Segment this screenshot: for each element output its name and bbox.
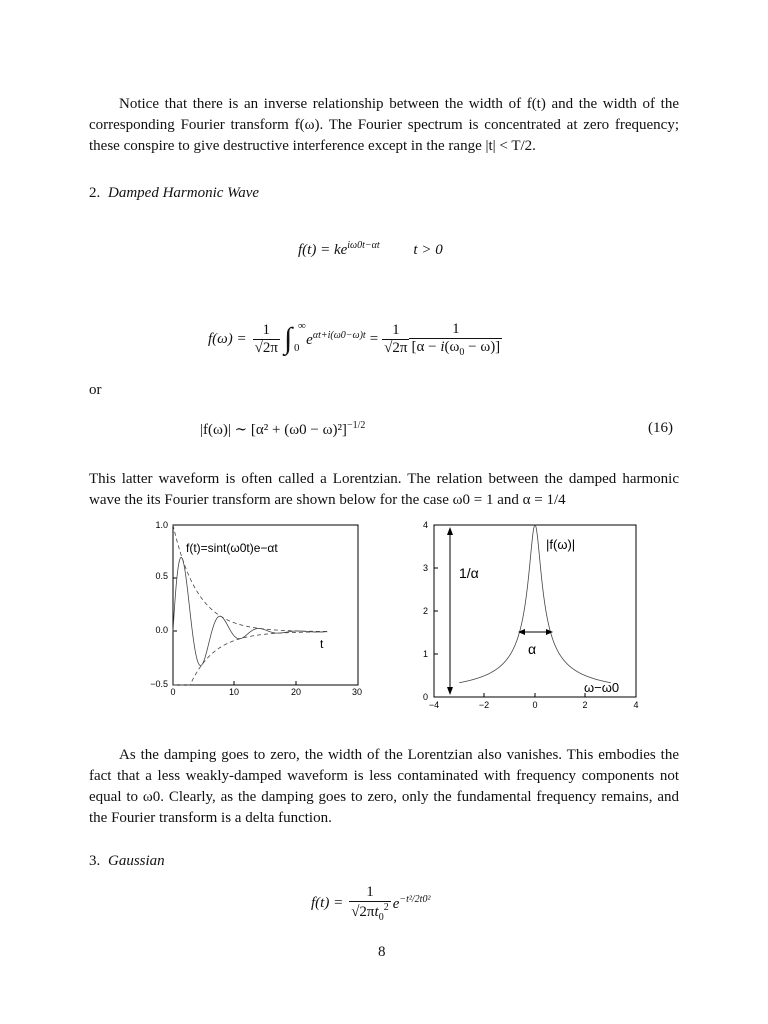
fraction-lorentzian: $\frac{1}{[\alpha - i(\omega_0 - \omega)]}$: [411, 320, 501, 358]
ytick-label: 1: [422, 649, 428, 659]
chart-annotation-magnitude: |f(ω)|: [546, 537, 576, 552]
xtick-label: −4: [428, 700, 440, 710]
xtick-label: 4: [633, 700, 639, 710]
xtick-label: −2: [478, 700, 490, 710]
integrand: e: [306, 331, 313, 348]
section-title: Damped Harmonic Wave: [108, 185, 260, 201]
paragraph-inverse-relationship: Notice that there is an inverse relationship between the width of f(t) and the width of the corresponding Fourier transform f(ω). The Fourier spectrum is concentrated at zero frequency; these conspire to give destructive interference except in the range |t| < T/2.: [89, 96, 679, 154]
page-number: 8: [378, 944, 386, 960]
section-heading-gaussian: [89, 853, 165, 870]
equation-lhs: f(ω) =: [208, 330, 247, 347]
xtick-label: 0: [170, 687, 176, 697]
ytick-label: 3: [422, 563, 428, 573]
arrowhead-icon: [447, 687, 453, 695]
section-title: Gaussian: [108, 853, 165, 869]
chart-damped-wave: [140, 515, 365, 700]
height-annotation: 1/α: [459, 565, 479, 581]
plot-frame: [434, 525, 636, 697]
equation-exponent: −t²/2t0²: [399, 894, 431, 905]
equation-lhs: f(t) = ke: [298, 242, 348, 258]
fraction-one-over-sqrt-2pi: $\frac{1}{√2\pi}$: [254, 321, 278, 356]
integral-sign: ∫ ∞ 0: [283, 320, 306, 355]
series-lorentzian: [459, 525, 611, 683]
section-heading-damped-harmonic-wave: [89, 185, 259, 202]
series-envelope-lower: [173, 632, 327, 685]
equation-lhs: f(t) =: [311, 895, 344, 911]
paragraph-lorentzian: This latter waveform is often called a Lorentzian. The relation between the damped harmonic wave the its Fourier transform are shown below for the case ω0 = 1 and α = 1/4: [89, 471, 679, 508]
equation-exponent: iω0t−αt: [347, 240, 380, 251]
ytick-label: 4: [422, 520, 428, 530]
chart-annotation-formula: f(t)=sint(ω0t)e−αt: [186, 541, 278, 555]
x-axis-label: ω−ω0: [584, 680, 620, 695]
equation-fourier-transform: f(ω) = $\frac{1}{√2\pi}$ ∫ ∞ 0 $e^{\alpha t+i(\omega 0-\omega)t}$ = $\frac{1}{√2\pi}$ $\frac{1}{[\alpha - i(\omega_0 - \omega)]}$: [208, 320, 501, 358]
arrowhead-icon: [447, 527, 453, 535]
equation-number: (16): [648, 420, 673, 436]
fraction-one-over-sqrt-2pi-b: $\frac{1}{√2\pi}$: [384, 321, 408, 356]
fraction-gaussian-norm: $\frac{1}{√2\pi t_0^2}$: [351, 884, 389, 923]
section-number: 3.: [89, 853, 101, 869]
ytick-label: 0: [422, 692, 428, 702]
paragraph-damping-to-zero: As the damping goes to zero, the width of the Lorentzian also vanishes. This embodies the fact that a less weakly-damped waveform is less contaminated with frequency components not equal to ω0. Clearly, as the damping goes to zero, only the fundamental frequency remains, and the Fourier transform is a delta function.: [89, 747, 679, 826]
equation-gaussian: f(t) = $\frac{1}{√2\pi t_0^2}$ $e^{-t^2/2t0^2}$: [311, 884, 431, 923]
equation-lorentzian-magnitude: |f(ω)| ∼ $[\alpha^2 + (\omega 0 - \omega)^2]^{-1/2}$: [200, 420, 366, 438]
ytick-label: 1.0: [155, 520, 168, 530]
xtick-label: 20: [290, 687, 302, 697]
section-number: 2.: [89, 185, 101, 201]
equation-condition: t > 0: [413, 242, 443, 258]
equation-damped-wave: [298, 240, 443, 259]
xtick-label: 2: [582, 700, 588, 710]
width-annotation: α: [528, 641, 537, 657]
integrand-exponent: αt+i(ω0−ω)t: [312, 329, 366, 341]
series-damped-sine: [173, 557, 327, 665]
x-axis-label: t: [320, 637, 324, 651]
xtick-label: 30: [351, 687, 363, 697]
xtick-label: 0: [532, 700, 538, 710]
or-text: or: [89, 382, 102, 398]
ytick-label: −0.5: [150, 679, 168, 689]
ytick-label: 2: [422, 606, 428, 616]
chart-lorentzian: [412, 515, 647, 710]
ytick-label: 0.0: [155, 625, 168, 635]
xtick-label: 10: [228, 687, 240, 697]
ytick-label: 0.5: [155, 571, 168, 581]
